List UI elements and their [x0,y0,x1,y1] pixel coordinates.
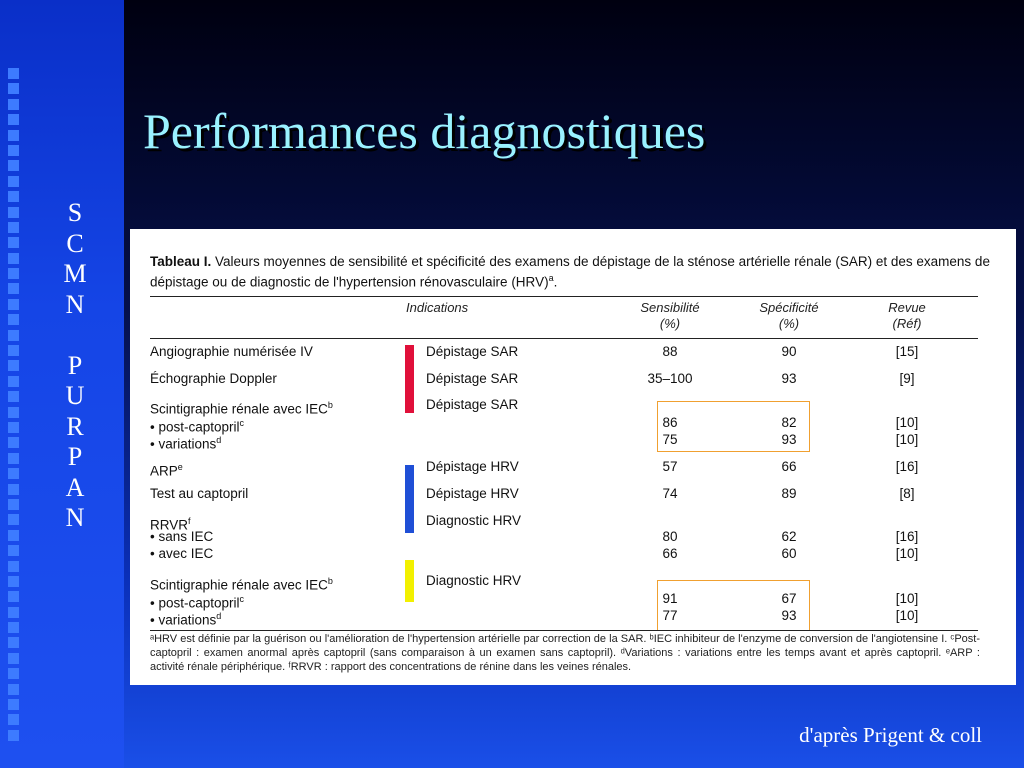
table-image [130,229,1016,685]
row-exam: Échographie Doppler [150,371,277,386]
row-sensibilite: 80 [662,529,678,544]
decorative-square [8,714,19,725]
blue-marker-bar [405,465,414,533]
row-exam: Scintigraphie rénale avec IEC$^b$ [150,400,333,417]
yellow-marker-bar [405,560,414,602]
row-exam: • post-captopril$^c$ [150,594,245,611]
decorative-square [8,545,19,556]
decorative-square [8,99,19,110]
row-exam: Test au captopril [150,486,249,501]
row-exam-sup: b [327,576,333,586]
row-sensibilite: 77 [662,608,678,623]
decorative-square [8,407,19,418]
vertical-letter: N [65,289,85,319]
decorative-square [8,253,19,264]
decorative-square [8,130,19,141]
header-revue-label: Revue [888,300,926,315]
decorative-square [8,391,19,402]
row-exam-sup: d [216,435,222,445]
decorative-square [8,637,19,648]
row-ref: [16] [895,529,919,544]
row-sensibilite: 74 [662,486,678,501]
row-sensibilite: 66 [662,546,678,561]
decorative-square [8,607,19,618]
row-exam-sup: c [239,418,245,428]
source-credit: d'après Prigent & coll [799,723,982,747]
row-exam-sup: b [327,400,333,410]
header-indications: Indications [406,300,469,315]
decorative-squares [8,68,20,745]
decorative-square [8,160,19,171]
row-ref: [10] [895,432,919,447]
row-exam: ARP$^e$ [150,462,183,479]
row-specificite: 67 [781,591,797,606]
red-marker-bar [405,345,414,413]
vertical-letter: P [67,442,83,471]
vertical-letter: N [65,503,85,532]
row-sensibilite: 86 [662,415,678,430]
decorative-square [8,668,19,679]
decorative-square [8,314,19,325]
header-specificite-label: Spécificité [759,300,819,315]
decorative-square [8,114,19,125]
decorative-square [8,283,19,294]
table-footnote: ᵃHRV est définie par la guérison ou l'amélioration de l'hypertension artérielle par correction de la SAR. ᵇIEC inhibiteur de l'enzyme de conversion de l'angiotensine I. ᶜPost-captopril : examen anormal après captopril (sans comparaison à un examen sans captopril). ᵈVariations : variations entre les temps avant et après captopril. ᵉARP : activité rénale périphérique. ᶠRRVR : rapport des concentrations de rénine dans les veines rénales. [150,633,980,673]
decorative-square [8,730,19,741]
row-ref: [10] [895,591,919,606]
row-indication: Dépistage HRV [426,459,519,474]
header-sensibilite [630,300,710,332]
row-exam-sup: c [239,594,245,604]
row-ref: [10] [895,415,919,430]
decorative-square [8,176,19,187]
row-exam-sup: f [188,516,191,526]
decorative-square [8,299,19,310]
decorative-square [8,330,19,341]
decorative-square [8,191,19,202]
row-exam: • post-captopril$^c$ [150,418,245,435]
row-sensibilite: 75 [662,432,678,447]
row-indication: Dépistage SAR [426,371,519,386]
row-exam: Angiographie numérisée IV [150,344,313,359]
vertical-letter: C [66,228,84,258]
decorative-square [8,576,19,587]
decorative-square [8,591,19,602]
table-bottom-rule [150,630,978,631]
row-specificite: 89 [781,486,797,501]
decorative-square [8,561,19,572]
caption-text: Valeurs moyennes de sensibilité et spécificité des examens de dépistage de la sténose artérielle rénale (SAR) et des examens de dépistage ou de diagnostic de l'hypertension rénovasculaire (HRV) [150,254,990,290]
row-ref: [10] [895,546,919,561]
row-ref: [9] [899,371,915,386]
header-sensibilite-unit: (%) [659,316,681,331]
row-indication: Diagnostic HRV [426,573,522,588]
row-specificite: 93 [781,608,797,623]
decorative-square [8,437,19,448]
row-specificite: 62 [781,529,797,544]
caption-label: Tableau I. [150,254,212,269]
row-sensibilite: 91 [662,591,678,606]
decorative-square [8,514,19,525]
header-specificite [749,300,829,332]
row-specificite: 66 [781,459,797,474]
row-specificite: 90 [781,344,797,359]
decorative-square [8,360,19,371]
row-sensibilite: 88 [662,344,678,359]
decorative-square [8,237,19,248]
row-indication: Dépistage SAR [426,344,519,359]
row-ref: [8] [899,486,915,501]
decorative-square [8,468,19,479]
decorative-square [8,345,19,356]
decorative-square [8,422,19,433]
decorative-square [8,653,19,664]
row-indication: Dépistage SAR [426,397,519,412]
table-header-rule [150,338,978,339]
table-caption [150,253,990,291]
decorative-square [8,699,19,710]
vertical-letter: P [67,350,83,380]
decorative-square [8,453,19,464]
row-specificite: 60 [781,546,797,561]
vertical-letter: S [67,198,83,227]
row-exam: Scintigraphie rénale avec IEC$^b$ [150,576,333,593]
row-exam: RRVR$^f$ [150,516,191,533]
row-exam-sup: e [177,462,183,472]
row-indication: Diagnostic HRV [426,513,522,528]
row-sensibilite: 57 [662,459,678,474]
decorative-square [8,484,19,495]
caption-sup: a [548,273,554,283]
slide-title: Performances diagnostiques [143,103,706,159]
caption-end: . [553,274,558,290]
header-specificite-unit: (%) [778,316,800,331]
row-ref: [15] [895,344,919,359]
decorative-square [8,207,19,218]
vertical-letter: A [65,472,85,502]
decorative-square [8,83,19,94]
decorative-square [8,499,19,510]
row-ref: [16] [895,459,919,474]
table-top-rule [150,296,978,297]
decorative-square [8,68,19,79]
row-exam: • variations$^d$ [150,435,222,452]
header-sensibilite-label: Sensibilité [640,300,700,315]
vertical-letter [54,320,96,351]
decorative-square [8,145,19,156]
row-specificite: 93 [781,432,797,447]
decorative-square [8,530,19,541]
decorative-square [8,268,19,279]
row-specificite: 82 [781,415,797,430]
decorative-square [8,622,19,633]
decorative-square [8,684,19,695]
row-exam-sup: d [216,611,222,621]
vertical-letter: U [65,381,85,410]
vertical-label [54,198,96,534]
decorative-square [8,376,19,387]
row-exam: • variations$^d$ [150,611,222,628]
vertical-letter: M [63,259,87,288]
row-specificite: 93 [781,371,797,386]
row-sensibilite: 35–100 [647,371,693,386]
header-revue-ref: (Réf) [892,316,922,331]
row-exam: • avec IEC [150,546,214,561]
vertical-letter: R [66,411,84,441]
row-exam: • sans IEC [150,529,214,544]
header-revue [867,300,947,332]
decorative-square [8,222,19,233]
row-indication: Dépistage HRV [426,486,519,501]
row-ref: [10] [895,608,919,623]
sidebar-strip [0,0,124,768]
